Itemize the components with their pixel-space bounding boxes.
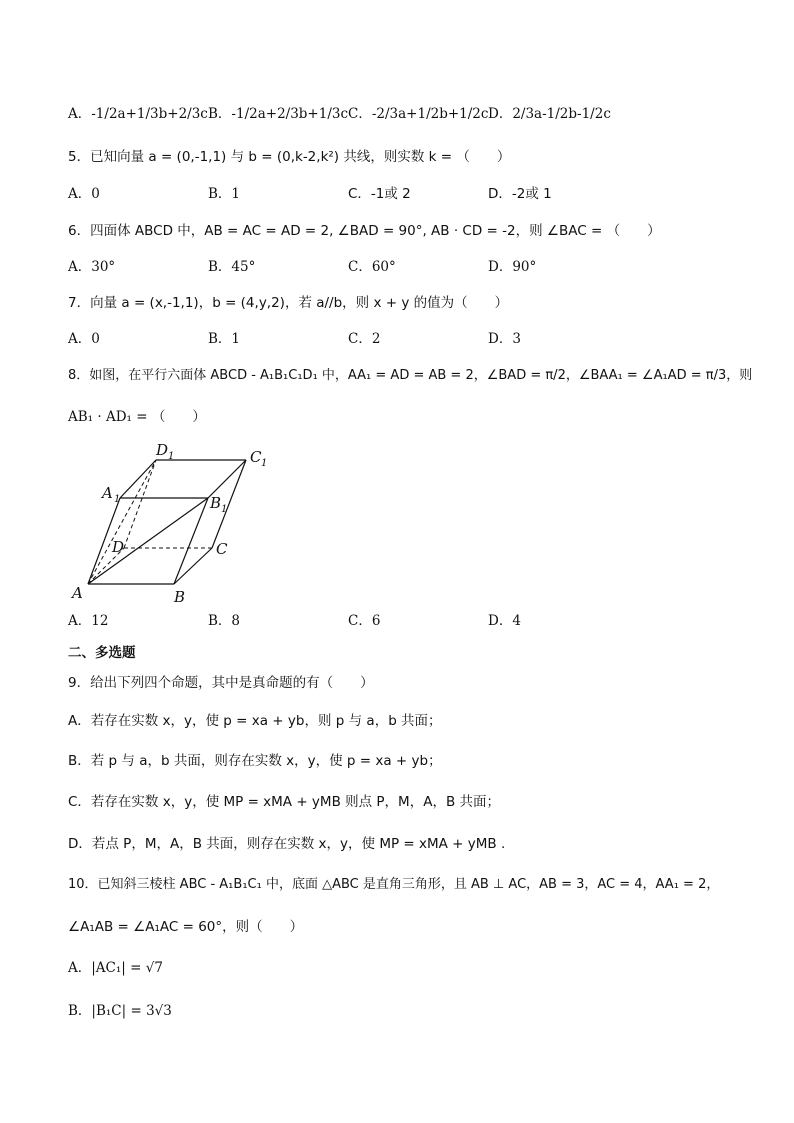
q8-option-c: C．6 [348, 613, 381, 629]
diagonal-AB1 [88, 498, 208, 584]
q5-option-a: A．0 [68, 186, 100, 202]
label-B: B [174, 588, 186, 606]
label-A: A [72, 584, 83, 602]
q10-option-a: A．|AC₁| = √7 [68, 960, 163, 976]
q7-option-b: B．1 [208, 331, 241, 347]
q4-option-b: B．-1/2a+2/3b+1/3c [208, 106, 349, 122]
q9-option-b: B．若 p 与 a，b 共面，则存在实数 x，y，使 p = xa + yb； [68, 753, 442, 769]
q9-stem: 9．给出下列四个命题，其中是真命题的有（ ） [68, 675, 374, 691]
label-D1-sub: 1 [168, 451, 175, 462]
label-A1-sub: 1 [114, 494, 121, 505]
q5-option-c: C．-1或 2 [348, 186, 411, 202]
q7-option-c: C．2 [348, 331, 381, 347]
label-B1: B [210, 494, 222, 512]
edge-A1D1 [120, 460, 156, 498]
q6-option-a: A．30° [68, 259, 116, 275]
diagonal-AD1-hidden [88, 460, 156, 584]
label-C1: C [250, 448, 262, 466]
edge-BC [174, 548, 212, 584]
q6-option-c: C．60° [348, 259, 396, 275]
edge-B1C1 [208, 460, 246, 498]
q9-option-c: C．若存在实数 x，y，使 MP = xMA + yMB 则点 P，M，A，B 共面； [68, 794, 500, 810]
parallelepiped-figure [62, 440, 282, 610]
label-D: D [112, 538, 125, 556]
q5-option-b: B．1 [208, 186, 241, 202]
q6-option-b: B．45° [208, 259, 256, 275]
q8-stem-line2: AB₁ · AD₁ = （ ） [68, 409, 206, 425]
q6-stem: 6．四面体 ABCD 中，AB = AC = AD = 2, ∠BAD = 90°, AB · CD = -2，则 ∠BAC = （ ） [68, 223, 661, 239]
q4-option-a: A．-1/2a+1/3b+2/3c [68, 106, 208, 122]
q5-option-d: D．-2或 1 [488, 186, 552, 202]
q8-option-d: D．4 [488, 613, 521, 629]
q8-stem-line1: 8．如图，在平行六面体 ABCD - A₁B₁C₁D₁ 中，AA₁ = AD = AB = 2，∠BAD = π/2，∠BAA₁ = ∠A₁AD = π/3，则 [68, 368, 753, 383]
q4-option-c: C．-2/3a+1/2b+1/2c [348, 106, 489, 122]
label-C1-sub: 1 [261, 458, 268, 469]
label-B1-sub: 1 [221, 504, 228, 515]
label-A1: A [102, 484, 113, 502]
q4-option-d: D．2/3a-1/2b-1/2c [488, 106, 611, 122]
q7-option-d: D．3 [488, 331, 521, 347]
label-C: C [216, 540, 228, 558]
q9-option-d: D．若点 P，M，A，B 共面，则存在实数 x，y，使 MP = xMA + yMB . [68, 836, 506, 852]
q7-stem: 7．向量 a = (x,-1,1)，b = (4,y,2)，若 a//b，则 x + y 的值为（ ） [68, 295, 509, 311]
edge-DD1-hidden [124, 460, 156, 548]
label-D1: D [156, 441, 169, 459]
q7-option-a: A．0 [68, 331, 100, 347]
q5-stem: 5．已知向量 a = (0,-1,1) 与 b = (0,k-2,k²) 共线，则实数 k = （ ） [68, 149, 511, 165]
section-title-multiple-choice: 二、多选题 [68, 645, 136, 661]
q10-option-b: B．|B₁C| = 3√3 [68, 1003, 172, 1019]
q8-option-a: A．12 [68, 613, 109, 629]
q8-option-b: B．8 [208, 613, 241, 629]
q10-stem-line2: ∠A₁AB = ∠A₁AC = 60°，则（ ） [68, 919, 304, 935]
q6-option-d: D．90° [488, 259, 537, 275]
q9-option-a: A．若存在实数 x，y，使 p = xa + yb，则 p 与 a，b 共面； [68, 713, 442, 729]
q10-stem-line1: 10．已知斜三棱柱 ABC - A₁B₁C₁ 中，底面 △ABC 是直角三角形，且 AB ⊥ AC，AB = 3，AC = 4，AA₁ = 2， [68, 877, 720, 892]
